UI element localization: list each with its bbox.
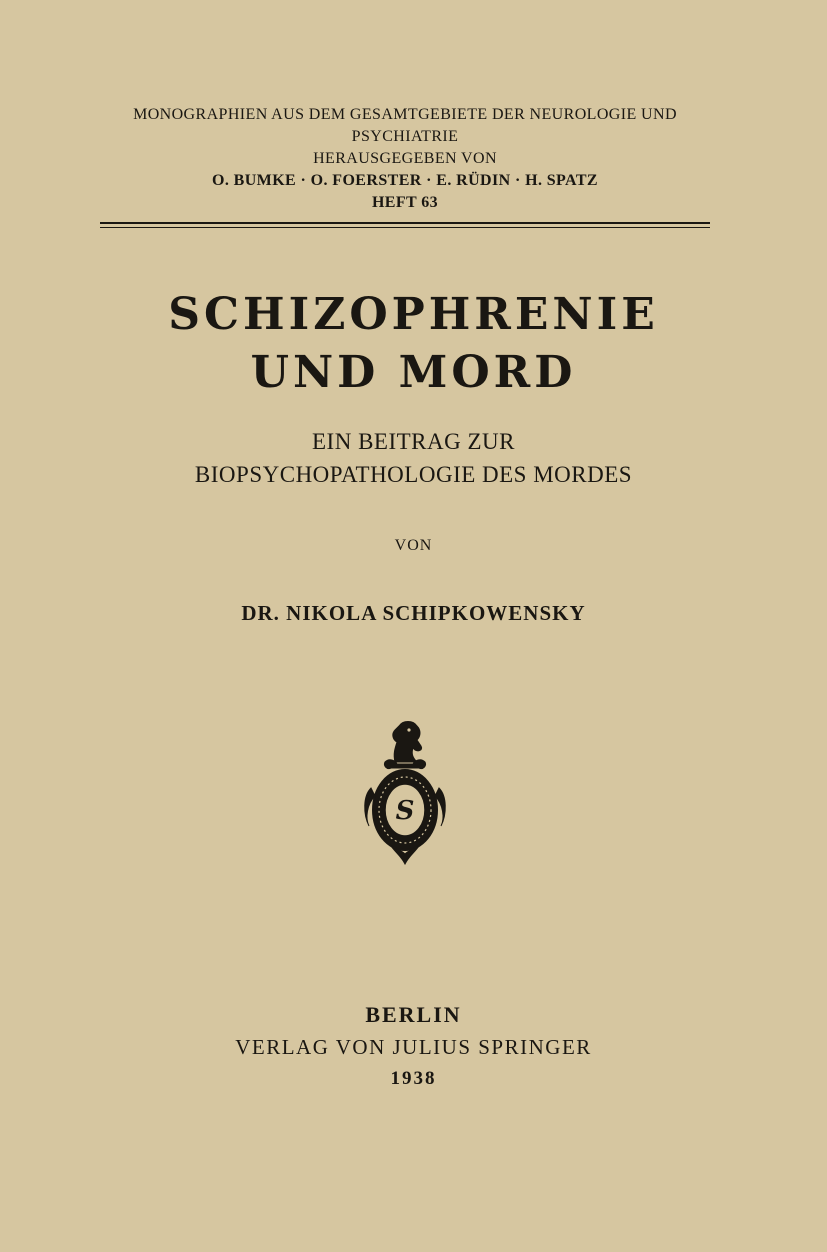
series-title-line-2: PSYCHIATRIE [351,128,459,145]
book-title-line-2: UND MORD [250,347,577,398]
imprint-city: BERLIN [365,1002,462,1027]
author-name: DR. NIKOLA SCHIPKOWENSKY [241,601,586,625]
emblem-letter: S [395,796,415,826]
series-header [100,104,710,214]
book-title [0,286,827,402]
editors-label: HERAUSGEGEBEN VON [313,150,497,167]
book-subtitle-line-2: BIOPSYCHOPATHOLOGIE DES MORDES [194,462,633,487]
issue-number: HEFT 63 [371,194,439,211]
book-subtitle-line-1: EIN BEITRAG ZUR [312,429,515,454]
editors-names: O. BUMKE · O. FOERSTER · E. RÜDIN · H. SPATZ [212,172,598,189]
publisher-imprint [0,999,827,1095]
springer-knight-emblem-icon [355,718,455,868]
series-title-line-1: MONOGRAPHIEN AUS DEM GESAMTGEBIETE DER NEUROLOGIE UND [133,106,677,123]
header-rule-thick [100,222,710,224]
header-rule-thin [100,227,710,228]
by-label: VON [394,537,433,554]
imprint-publisher: VERLAG VON JULIUS SPRINGER [235,1035,592,1059]
book-subtitle [0,425,827,491]
imprint-year: 1938 [390,1068,437,1089]
book-title-line-1: SCHIZOPHRENIE [168,289,659,340]
